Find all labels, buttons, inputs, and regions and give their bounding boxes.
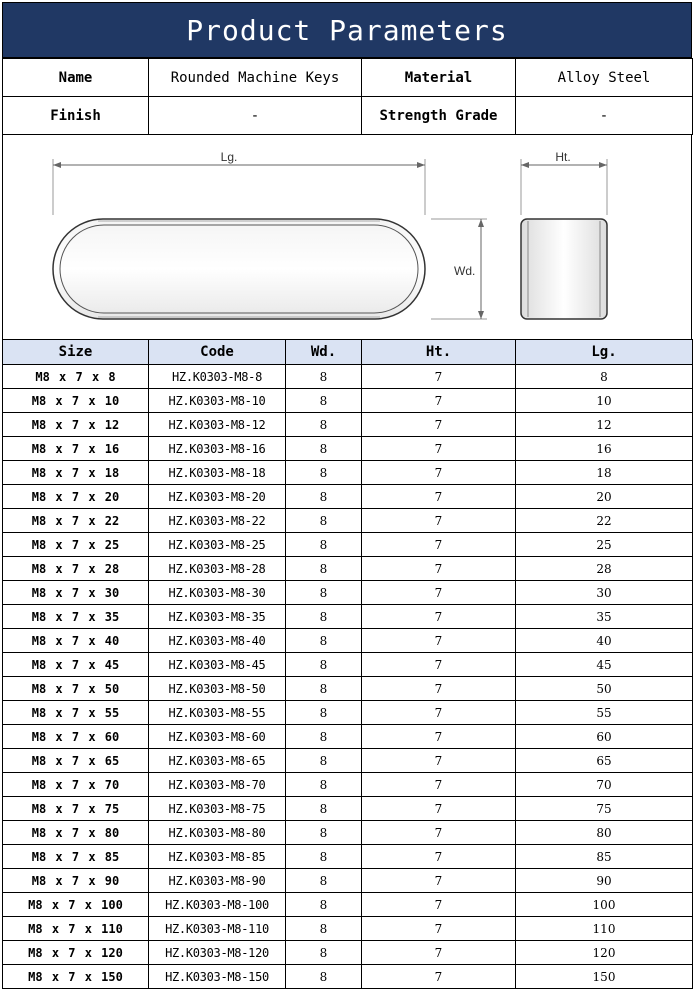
length-cell: 85: [516, 845, 693, 869]
code-cell: HZ.K0303-M8-60: [149, 725, 286, 749]
height-cell: 7: [362, 917, 516, 941]
size-cell: M8 x 7 x 50: [3, 677, 149, 701]
table-row: [3, 773, 693, 797]
length-cell: 18: [516, 461, 693, 485]
info-row-finish: [3, 97, 693, 135]
code-cell: HZ.K0303-M8-45: [149, 653, 286, 677]
table-row: [3, 797, 693, 821]
width-label: Wd.: [454, 264, 476, 278]
header-size: Size: [3, 340, 149, 365]
size-cell: M8 x 7 x 10: [3, 389, 149, 413]
width-cell: 8: [286, 845, 362, 869]
code-cell: HZ.K0303-M8-120: [149, 941, 286, 965]
width-cell: 8: [286, 389, 362, 413]
page-title: Product Parameters: [2, 2, 692, 58]
height-cell: 7: [362, 965, 516, 989]
width-cell: 8: [286, 413, 362, 437]
length-cell: 150: [516, 965, 693, 989]
width-cell: 8: [286, 533, 362, 557]
table-row: [3, 941, 693, 965]
width-cell: 8: [286, 893, 362, 917]
height-cell: 7: [362, 461, 516, 485]
code-cell: HZ.K0303-M8-75: [149, 797, 286, 821]
size-cell: M8 x 7 x 60: [3, 725, 149, 749]
size-cell: M8 x 7 x 55: [3, 701, 149, 725]
code-cell: HZ.K0303-M8-110: [149, 917, 286, 941]
table-row: [3, 653, 693, 677]
code-cell: HZ.K0303-M8-16: [149, 437, 286, 461]
code-cell: HZ.K0303-M8-80: [149, 821, 286, 845]
info-row-name: [3, 59, 693, 97]
height-label: Ht.: [555, 150, 571, 164]
code-cell: HZ.K0303-M8-10: [149, 389, 286, 413]
width-cell: 8: [286, 917, 362, 941]
table-row: [3, 965, 693, 989]
length-cell: 50: [516, 677, 693, 701]
length-cell: 75: [516, 797, 693, 821]
width-cell: 8: [286, 869, 362, 893]
size-cell: M8 x 7 x 70: [3, 773, 149, 797]
length-cell: 30: [516, 581, 693, 605]
width-cell: 8: [286, 629, 362, 653]
spec-table: [2, 339, 693, 989]
code-cell: HZ.K0303-M8-18: [149, 461, 286, 485]
size-cell: M8 x 7 x 45: [3, 653, 149, 677]
size-cell: M8 x 7 x 120: [3, 941, 149, 965]
size-cell: M8 x 7 x 8: [3, 365, 149, 389]
height-cell: 7: [362, 701, 516, 725]
height-cell: 7: [362, 581, 516, 605]
table-row: [3, 701, 693, 725]
table-row: [3, 557, 693, 581]
size-cell: M8 x 7 x 30: [3, 581, 149, 605]
table-row: [3, 893, 693, 917]
code-cell: HZ.K0303-M8-90: [149, 869, 286, 893]
material-value: Alloy Steel: [516, 59, 693, 97]
length-cell: 10: [516, 389, 693, 413]
width-cell: 8: [286, 461, 362, 485]
name-value: Rounded Machine Keys: [149, 59, 362, 97]
name-label: Name: [3, 59, 149, 97]
height-cell: 7: [362, 437, 516, 461]
width-cell: 8: [286, 941, 362, 965]
height-cell: 7: [362, 629, 516, 653]
table-row: [3, 869, 693, 893]
length-label: Lg.: [220, 150, 238, 164]
code-cell: HZ.K0303-M8-25: [149, 533, 286, 557]
table-row: [3, 845, 693, 869]
height-cell: 7: [362, 389, 516, 413]
length-cell: 25: [516, 533, 693, 557]
height-cell: 7: [362, 533, 516, 557]
table-row: [3, 821, 693, 845]
code-cell: HZ.K0303-M8-55: [149, 701, 286, 725]
table-row: [3, 917, 693, 941]
width-cell: 8: [286, 725, 362, 749]
length-cell: 60: [516, 725, 693, 749]
code-cell: HZ.K0303-M8-65: [149, 749, 286, 773]
length-cell: 120: [516, 941, 693, 965]
width-cell: 8: [286, 437, 362, 461]
table-row: [3, 461, 693, 485]
height-cell: 7: [362, 413, 516, 437]
width-cell: 8: [286, 485, 362, 509]
code-cell: HZ.K0303-M8-100: [149, 893, 286, 917]
height-cell: 7: [362, 869, 516, 893]
width-cell: 8: [286, 653, 362, 677]
height-cell: 7: [362, 773, 516, 797]
size-cell: M8 x 7 x 25: [3, 533, 149, 557]
size-cell: M8 x 7 x 18: [3, 461, 149, 485]
finish-label: Finish: [3, 97, 149, 135]
table-row: [3, 437, 693, 461]
height-cell: 7: [362, 845, 516, 869]
height-cell: 7: [362, 677, 516, 701]
width-cell: 8: [286, 677, 362, 701]
length-cell: 16: [516, 437, 693, 461]
rounded-key-top-view: [53, 219, 425, 319]
material-label: Material: [362, 59, 516, 97]
code-cell: HZ.K0303-M8-70: [149, 773, 286, 797]
width-cell: 8: [286, 821, 362, 845]
width-cell: 8: [286, 773, 362, 797]
length-dimension: [53, 159, 425, 215]
table-row: [3, 605, 693, 629]
height-cell: 7: [362, 509, 516, 533]
length-cell: 55: [516, 701, 693, 725]
size-cell: M8 x 7 x 35: [3, 605, 149, 629]
spec-table-body: [3, 365, 693, 989]
length-cell: 22: [516, 509, 693, 533]
table-row: [3, 581, 693, 605]
size-cell: M8 x 7 x 12: [3, 413, 149, 437]
width-cell: 8: [286, 509, 362, 533]
header-code: Code: [149, 340, 286, 365]
table-row: [3, 725, 693, 749]
table-row: [3, 677, 693, 701]
code-cell: HZ.K0303-M8-30: [149, 581, 286, 605]
code-cell: HZ.K0303-M8-50: [149, 677, 286, 701]
table-row: [3, 413, 693, 437]
length-cell: 65: [516, 749, 693, 773]
width-cell: 8: [286, 365, 362, 389]
table-row: [3, 509, 693, 533]
header-length: Lg.: [516, 340, 693, 365]
size-cell: M8 x 7 x 110: [3, 917, 149, 941]
size-cell: M8 x 7 x 65: [3, 749, 149, 773]
size-cell: M8 x 7 x 40: [3, 629, 149, 653]
length-cell: 100: [516, 893, 693, 917]
code-cell: HZ.K0303-M8-8: [149, 365, 286, 389]
finish-value: -: [149, 97, 362, 135]
size-cell: M8 x 7 x 80: [3, 821, 149, 845]
length-cell: 40: [516, 629, 693, 653]
height-cell: 7: [362, 821, 516, 845]
size-cell: M8 x 7 x 75: [3, 797, 149, 821]
code-cell: HZ.K0303-M8-40: [149, 629, 286, 653]
length-cell: 70: [516, 773, 693, 797]
table-row: [3, 485, 693, 509]
info-table: [2, 58, 693, 135]
table-row: [3, 533, 693, 557]
length-cell: 80: [516, 821, 693, 845]
code-cell: HZ.K0303-M8-12: [149, 413, 286, 437]
key-drawing-svg: [3, 135, 693, 339]
height-cell: 7: [362, 485, 516, 509]
product-parameters-sheet: [2, 2, 692, 989]
length-cell: 90: [516, 869, 693, 893]
spec-header-row: [3, 340, 693, 365]
size-cell: M8 x 7 x 85: [3, 845, 149, 869]
height-cell: 7: [362, 557, 516, 581]
length-cell: 20: [516, 485, 693, 509]
size-cell: M8 x 7 x 16: [3, 437, 149, 461]
code-cell: HZ.K0303-M8-28: [149, 557, 286, 581]
strength-grade-value: -: [516, 97, 693, 135]
width-cell: 8: [286, 797, 362, 821]
height-cell: 7: [362, 797, 516, 821]
size-cell: M8 x 7 x 150: [3, 965, 149, 989]
length-cell: 35: [516, 605, 693, 629]
technical-drawing: [2, 135, 692, 339]
table-row: [3, 749, 693, 773]
length-cell: 28: [516, 557, 693, 581]
table-row: [3, 365, 693, 389]
table-row: [3, 389, 693, 413]
height-cell: 7: [362, 725, 516, 749]
key-end-view: [521, 219, 607, 319]
size-cell: M8 x 7 x 90: [3, 869, 149, 893]
height-cell: 7: [362, 605, 516, 629]
size-cell: M8 x 7 x 100: [3, 893, 149, 917]
header-height: Ht.: [362, 340, 516, 365]
width-cell: 8: [286, 701, 362, 725]
header-width: Wd.: [286, 340, 362, 365]
height-cell: 7: [362, 749, 516, 773]
height-dimension: [521, 159, 607, 215]
height-cell: 7: [362, 653, 516, 677]
width-cell: 8: [286, 557, 362, 581]
length-cell: 8: [516, 365, 693, 389]
code-cell: HZ.K0303-M8-20: [149, 485, 286, 509]
strength-grade-label: Strength Grade: [362, 97, 516, 135]
size-cell: M8 x 7 x 28: [3, 557, 149, 581]
table-row: [3, 629, 693, 653]
code-cell: HZ.K0303-M8-22: [149, 509, 286, 533]
code-cell: HZ.K0303-M8-35: [149, 605, 286, 629]
height-cell: 7: [362, 893, 516, 917]
code-cell: HZ.K0303-M8-85: [149, 845, 286, 869]
length-cell: 12: [516, 413, 693, 437]
code-cell: HZ.K0303-M8-150: [149, 965, 286, 989]
width-cell: 8: [286, 749, 362, 773]
width-cell: 8: [286, 965, 362, 989]
length-cell: 110: [516, 917, 693, 941]
size-cell: M8 x 7 x 20: [3, 485, 149, 509]
height-cell: 7: [362, 365, 516, 389]
size-cell: M8 x 7 x 22: [3, 509, 149, 533]
height-cell: 7: [362, 941, 516, 965]
width-cell: 8: [286, 581, 362, 605]
length-cell: 45: [516, 653, 693, 677]
width-cell: 8: [286, 605, 362, 629]
